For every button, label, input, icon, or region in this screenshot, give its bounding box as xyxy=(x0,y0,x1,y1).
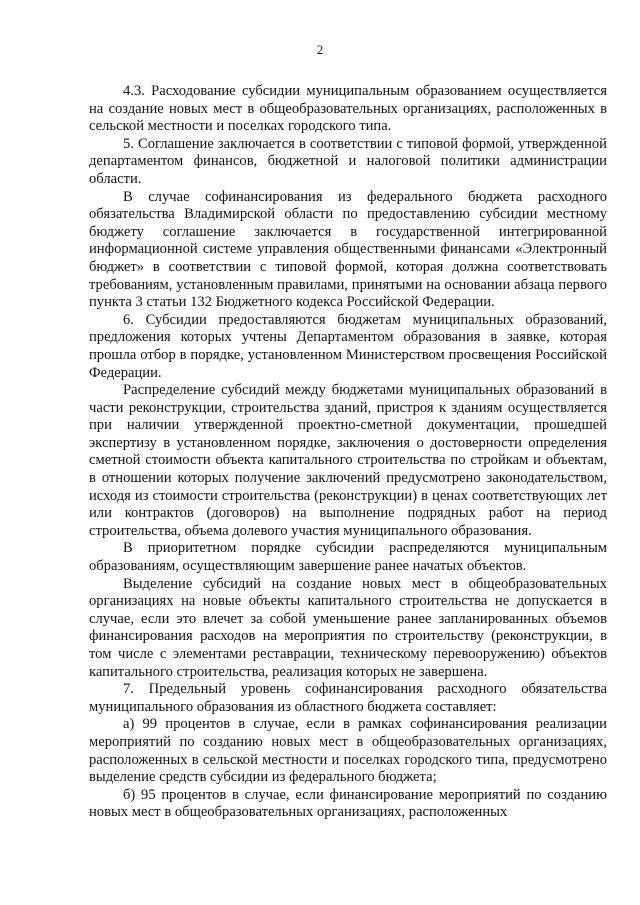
paragraph-7b: б) 95 процентов в случае, если финансирование мероприятий по созданию новых мест в общеобразовательных организациях, расположенных xyxy=(89,786,607,821)
paragraph-distribution: Распределение субсидий между бюджетами муниципальных образований в части реконструкции, строительства зданий, пристроя к зданиям осуществляется при наличии утвержденной проектно-сметной документации, прошедшей экспертизу в установленном порядке, заключения о достоверности определения сметной стоимости объекта капитального строительства по стройкам и объектам, в отношении которых получение заключений предусмотрено законодательством, исходя из стоимости строительства (реконструкции) в ценах соответствующих лет или контрактов (договоров) на выполнение подрядных работ на период строительства, объема долевого участия муниципального образования. xyxy=(89,382,607,539)
paragraph-allocation: Выделение субсидий на создание новых мест в общеобразовательных организациях на новые объекты капитального строительства не допускается в случае, если это влечет за собой уменьшение ранее запланированных объемов финансирования расходов на мероприятия по строительству (реконструкции, в том числе с элементами реставрации, техническому перевооружению) объектов капитального строительства, реализация которых не завершена. xyxy=(89,575,607,680)
paragraph-7: 7. Предельный уровень софинансирования расходного обязательства муниципального образования из областного бюджета составляет: xyxy=(89,681,607,715)
page-number: 2 xyxy=(316,42,324,57)
paragraph-6: 6. Субсидии предоставляются бюджетам муниципальных образований, предложения которых учтены Департаментом образования в заявке, которая прошла отбор в порядке, установленном Министерством просвещения Российской Федерации. xyxy=(89,311,607,381)
paragraph-priority: В приоритетном порядке субсидии распределяются муниципальным образованиям, осуществляющим завершение ранее начатых объектов. xyxy=(89,540,607,575)
paragraph-cofinancing: В случае софинансирования из федерального бюджета расходного обязательства Владимирской области по предоставлению субсидии местному бюджету соглашение заключается в государственной интегрированной информационной системе управления общественными финансами «Электронный бюджет» в соответствии с типовой формой, которая должна соответствовать требованиям, установленным правилами, принятыми на основании абзаца первого пункта 3 статьи 132 Бюджетного кодекса Российской Федерации. xyxy=(89,188,607,311)
paragraph-7a: а) 99 процентов в случае, если в рамках софинансирования реализации мероприятий по созданию новых мест в общеобразовательных организациях, расположенных в сельской местности и поселках городского типа, предусмотрено выделение средств субсидии из федерального бюджета; xyxy=(89,716,607,786)
paragraph-5: 5. Соглашение заключается в соответствии с типовой формой, утвержденной департаментом финансов, бюджетной и налоговой политики администрации области. xyxy=(89,135,607,187)
paragraph-4-3: 4.3. Расходование субсидии муниципальным образованием осуществляется на создание новых мест в общеобразовательных организациях, расположенных в сельской местности и поселках городского типа. xyxy=(89,83,607,135)
document-body xyxy=(89,83,607,822)
